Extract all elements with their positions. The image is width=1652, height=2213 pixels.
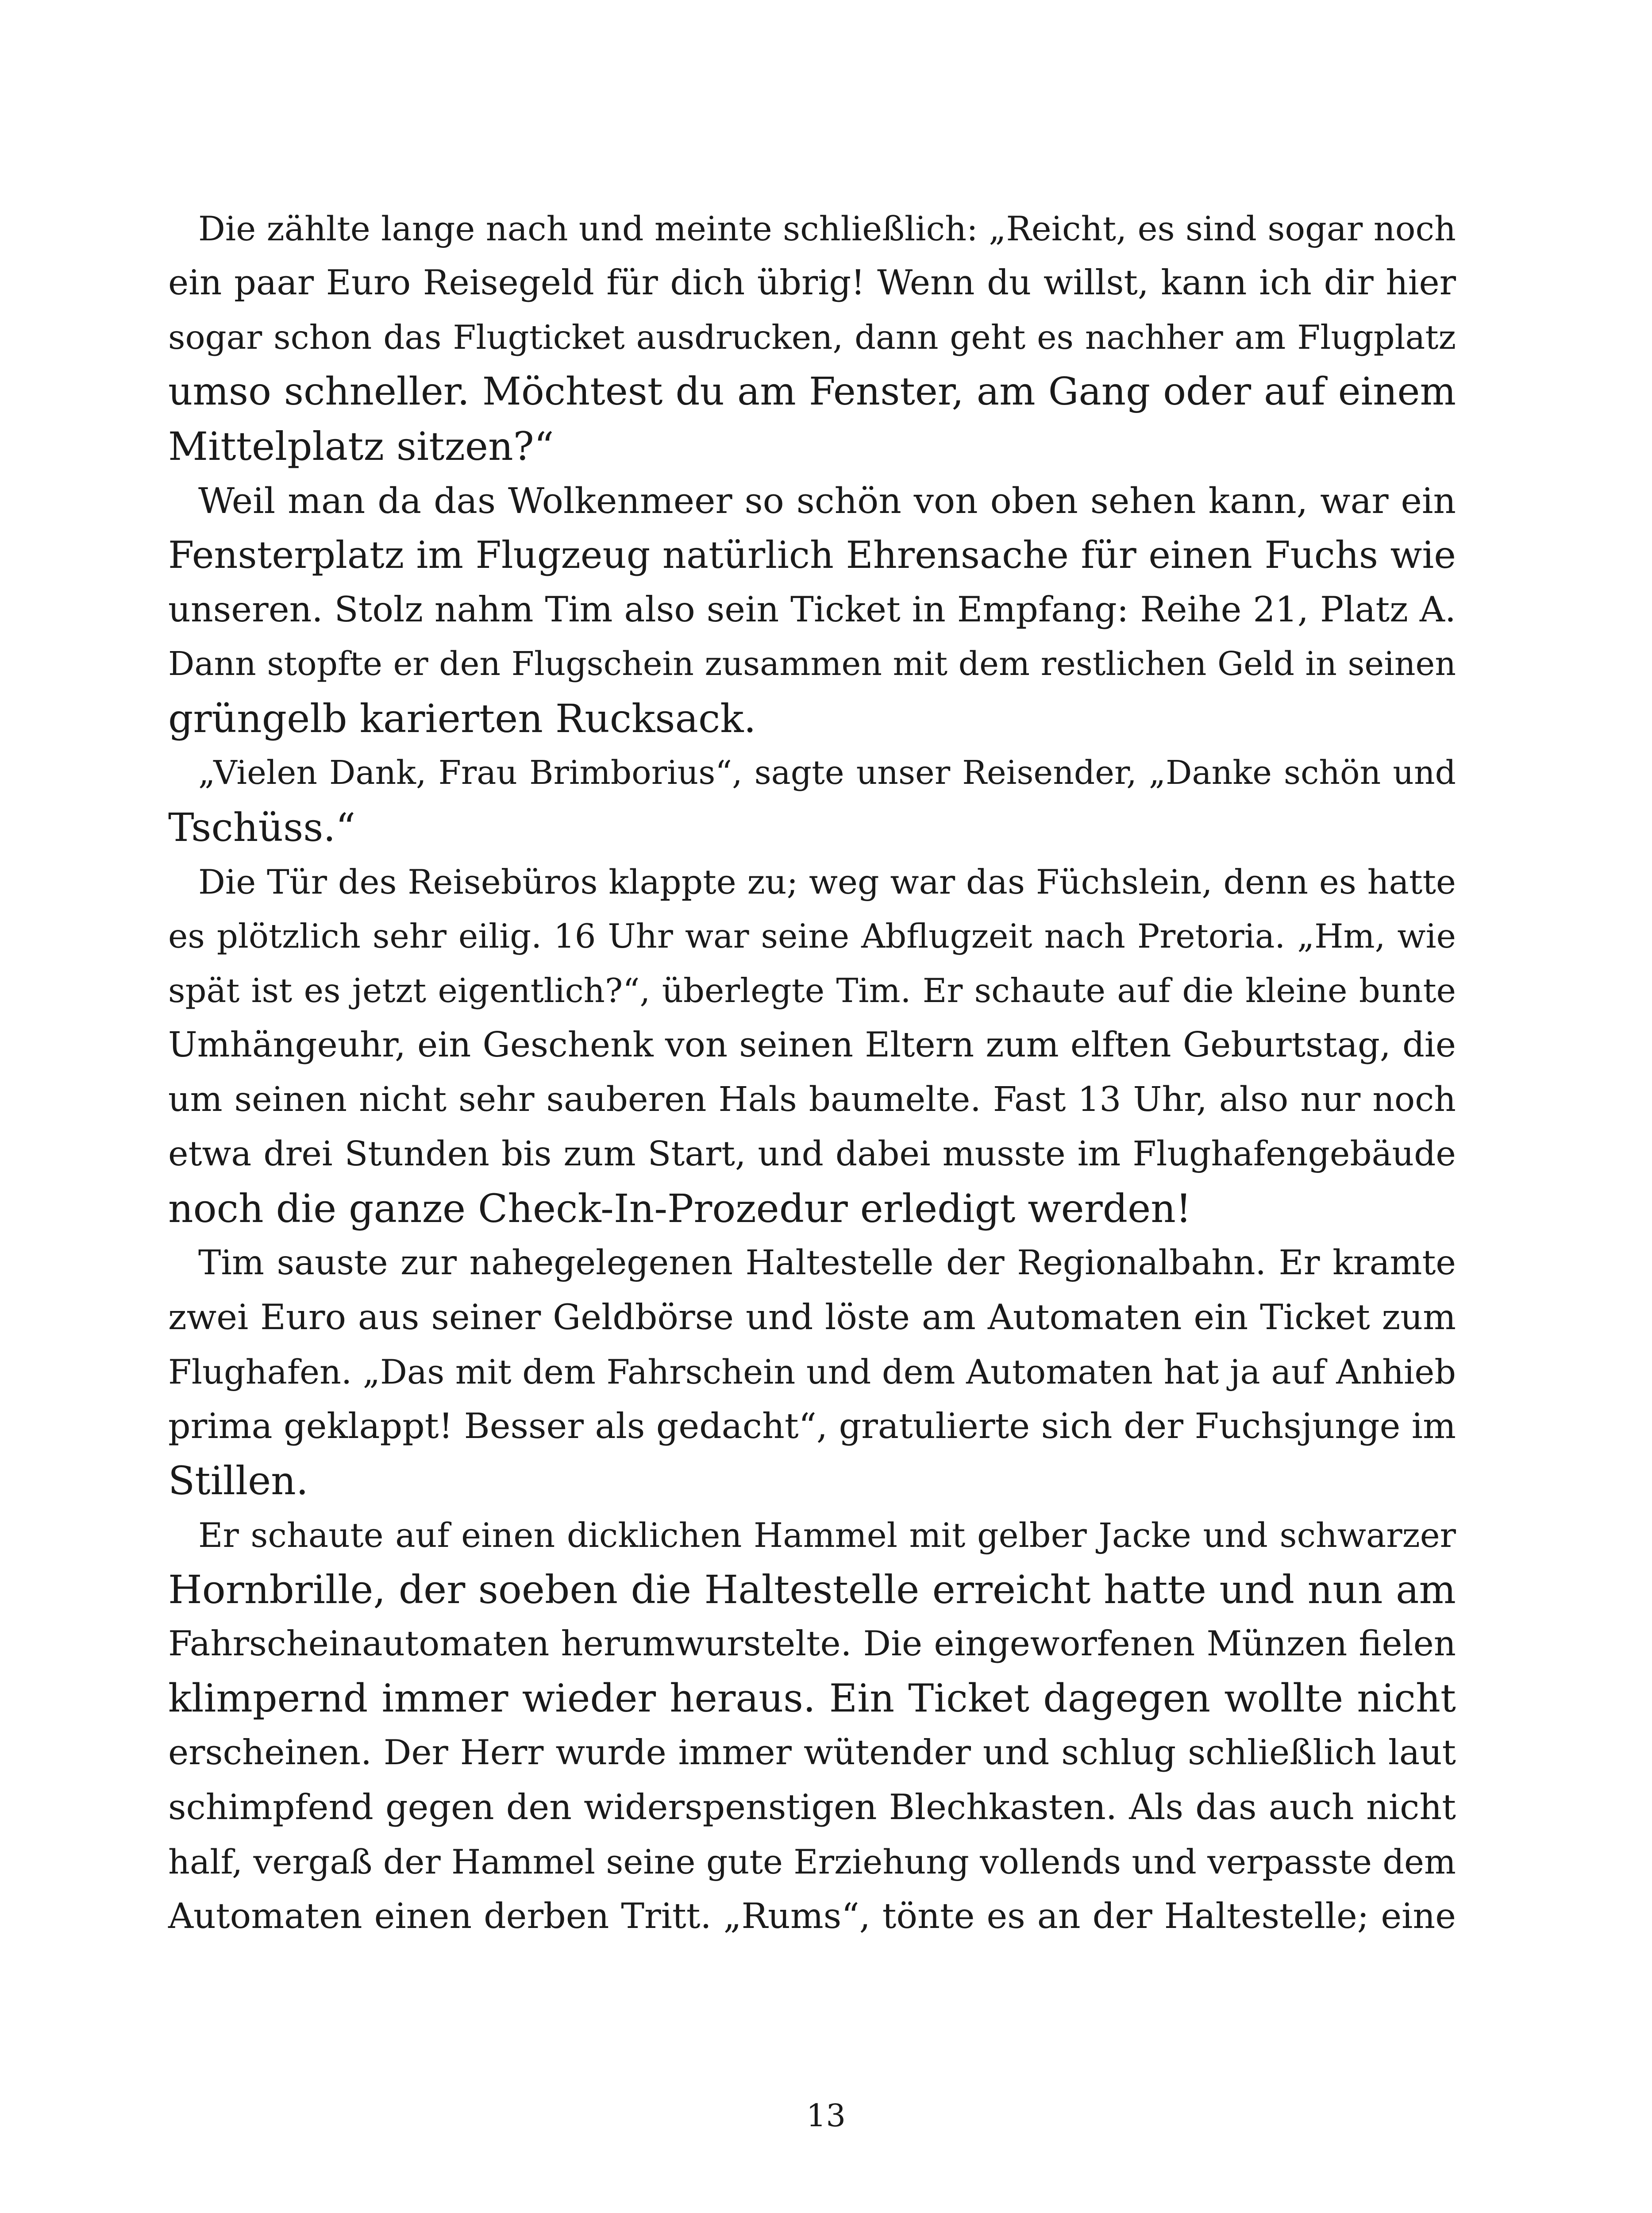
text-line: Stillen.: [168, 1458, 308, 1504]
text-line: half, vergaß der Hammel seine gute Erziehung vollends und verpasste dem: [168, 1842, 1456, 1881]
text-line: es plötzlich sehr eilig. 16 Uhr war seine Abflugzeit nach Pretoria. „Hm, wie: [168, 917, 1456, 956]
text-line: umso schneller. Möchtest du am Fenster, am Gang oder auf einem: [168, 370, 1456, 414]
text-line: Die Tür des Reisebüros klappte zu; weg war das Füchslein, denn es hatte: [198, 862, 1456, 902]
text-line: „Vielen Dank, Frau Brimborius“, sagte unser Reisender, „Danke schön und: [198, 754, 1456, 792]
text-line: ein paar Euro Reisegeld für dich übrig! Wenn du willst, kann ich dir hier: [168, 263, 1456, 303]
text-line: klimpernd immer wieder heraus. Ein Ticket dagegen wollte nicht: [168, 1676, 1456, 1721]
text-line: Hornbrille, der soeben die Haltestelle erreicht hatte und nun am: [168, 1567, 1456, 1612]
page-number: 13: [806, 2097, 846, 2134]
text-line: etwa drei Stunden bis zum Start, und dabei musste im Flughafengebäude: [168, 1134, 1456, 1174]
text-line: spät ist es jetzt eigentlich?“, überlegte Tim. Er schaute auf die kleine bunte: [168, 971, 1456, 1010]
text-line: schimpfend gegen den widerspenstigen Blechkasten. Als das auch nicht: [168, 1787, 1456, 1827]
text-line: Umhängeuhr, ein Geschenk von seinen Eltern zum elften Geburtstag, die: [168, 1025, 1456, 1065]
text-line: noch die ganze Check-In-Prozedur erledigt werden!: [168, 1186, 1192, 1231]
text-line: Automaten einen derben Tritt. „Rums“, tönte es an der Haltestelle; eine: [168, 1896, 1456, 1936]
text-line: Tim sauste zur nahegelegenen Haltestelle der Regionalbahn. Er kramte: [198, 1243, 1456, 1283]
text-line: sogar schon das Flugticket ausdrucken, dann geht es nachher am Flugplatz: [168, 318, 1456, 357]
text-line: unseren. Stolz nahm Tim also sein Ticket in Empfang: Reihe 21, Platz A.: [168, 589, 1456, 630]
text-line: zwei Euro aus seiner Geldbörse und löste am Automaten ein Ticket zum: [168, 1297, 1456, 1338]
text-line: Dann stopfte er den Flugschein zusammen mit dem restlichen Geld in seinen: [168, 645, 1456, 683]
body-text: [168, 201, 1456, 1943]
text-line: Fensterplatz im Flugzeug natürlich Ehrensache für einen Fuchs wie: [168, 533, 1456, 577]
text-line: Die zählte lange nach und meinte schließlich: „Reicht, es sind sogar noch: [198, 209, 1456, 248]
text-line: Flughafen. „Das mit dem Fahrschein und dem Automaten hat ja auf Anhieb: [168, 1352, 1456, 1392]
text-line: erscheinen. Der Herr wurde immer wütender und schlug schließlich laut: [168, 1733, 1456, 1773]
text-line: grüngelb karierten Rucksack.: [168, 696, 756, 741]
text-line: Fahrscheinautomaten herumwurstelte. Die eingeworfenen Münzen fielen: [168, 1624, 1456, 1664]
text-line: Weil man da das Wolkenmeer so schön von oben sehen kann, war ein: [198, 480, 1456, 521]
text-line: um seinen nicht sehr sauberen Hals baumelte. Fast 13 Uhr, also nur noch: [168, 1080, 1456, 1119]
text-line: Mittelplatz sitzen?“: [168, 424, 554, 469]
text-line: Er schaute auf einen dicklichen Hammel mit gelber Jacke und schwarzer: [198, 1515, 1456, 1555]
text-line: Tschüss.“: [168, 805, 356, 850]
text-line: prima geklappt! Besser als gedacht“, gratulierte sich der Fuchsjunge im: [168, 1406, 1456, 1446]
